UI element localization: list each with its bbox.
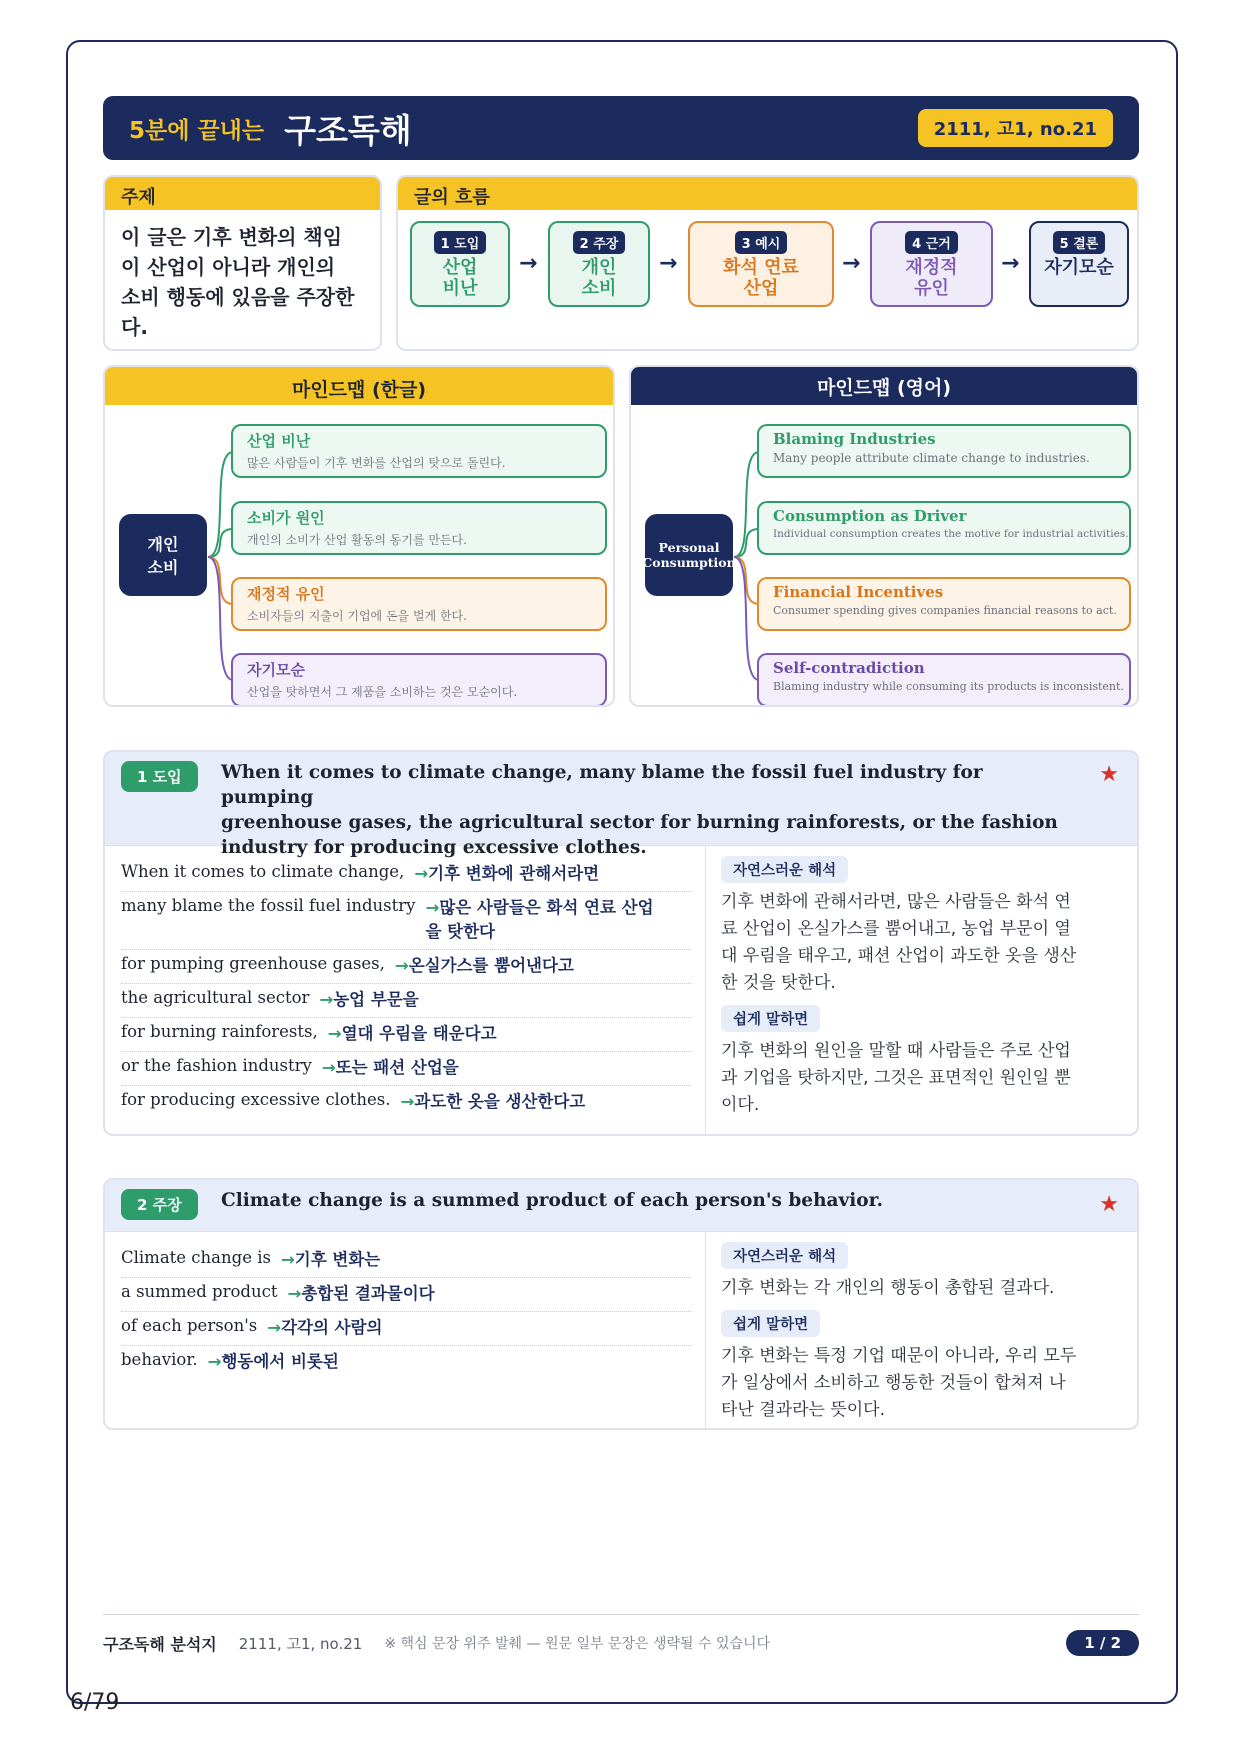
column-divider	[705, 846, 706, 1136]
footer-note: ※ 핵심 문장 위주 발췌 — 원문 일부 문장은 생략될 수 있습니다	[384, 1636, 771, 1652]
topic-box	[103, 175, 382, 351]
flow-step-label: 화석 연료 산업	[723, 257, 799, 299]
flow-box	[396, 175, 1139, 351]
flow-steps	[398, 221, 1137, 311]
interpretation-column	[721, 1242, 1125, 1430]
flow-step-claim	[548, 221, 650, 307]
header-subtitle: 5분에 끝내는	[129, 117, 265, 144]
page-number-badge: 1 / 2	[1066, 1630, 1139, 1656]
easy-label: 쉽게 말하면	[721, 1310, 820, 1337]
footer-divider	[103, 1614, 1139, 1615]
easy-explanation: 기후 변화의 원인을 말할 때 사람들은 주로 산업 과 기업을 탓하지만, 그것은 표면적인 원인일 뿐 이다.	[721, 1041, 1071, 1115]
page-header	[103, 96, 1139, 160]
flow-arrow-icon: →	[1001, 251, 1020, 276]
sentence-section-2	[103, 1178, 1139, 1430]
interpretation-column	[721, 856, 1125, 1127]
column-divider	[705, 1232, 706, 1430]
flow-arrow-icon: →	[842, 251, 861, 276]
mindmap-english-center: Personal Consumption	[645, 514, 733, 596]
gloss-row: a summed product →총합된 결과물이다	[121, 1278, 691, 1312]
flow-step-label: 산업 비난	[442, 257, 478, 299]
flow-step-intro	[410, 221, 510, 307]
flow-step-example	[688, 221, 834, 307]
mindmap-korean-node: 자기모순 산업을 탓하면서 그 제품을 소비하는 것은 모순이다.	[231, 653, 607, 707]
sentence-section-1	[103, 750, 1139, 1136]
section-badge: 1 도입	[121, 761, 198, 792]
mindmap-english-label: 마인드맵 (영어)	[631, 367, 1137, 405]
mindmap-korean	[103, 365, 615, 707]
mindmap-korean-node: 소비가 원인 개인의 소비가 산업 활동의 동기를 만든다.	[231, 501, 607, 555]
easy-explanation: 기후 변화는 특정 기업 때문이 아니라, 우리 모두 가 일상에서 소비하고 행동한 것들이 합쳐져 나 타난 결과라는 뜻이다.	[721, 1346, 1077, 1420]
section-sentence: Climate change is a summed product of each person's behavior.	[221, 1190, 884, 1211]
gloss-row: When it comes to climate change, →기후 변화에 관해서라면	[121, 858, 691, 892]
natural-translation: 기후 변화는 각 개인의 행동이 총합된 결과다.	[721, 1278, 1055, 1298]
mindmap-korean-center: 개인 소비	[119, 514, 207, 596]
section-header	[105, 1180, 1137, 1232]
gloss-row: for burning rainforests, →열대 우림을 태운다고	[121, 1018, 691, 1052]
footer-code: 2111, 고1, no.21	[238, 1634, 363, 1653]
flow-step-label: 재정적 유인	[905, 257, 958, 299]
flow-step-reason	[870, 221, 993, 307]
mindmap-korean-node: 산업 비난 많은 사람들이 기후 변화를 산업의 탓으로 돌린다.	[231, 424, 607, 478]
gloss-row: Climate change is →기후 변화는	[121, 1244, 691, 1278]
flow-step-badge: 1 도입	[434, 231, 487, 254]
easy-label: 쉽게 말하면	[721, 1005, 820, 1032]
topic-label: 주제	[105, 177, 380, 210]
topic-line: 다.	[121, 315, 148, 339]
topic-text	[105, 210, 380, 351]
page-counter: 6/79	[70, 1690, 120, 1715]
topic-line: 이 글은 기후 변화의 책임	[121, 225, 343, 249]
gloss-row: or the fashion industry →또는 패션 산업을	[121, 1052, 691, 1086]
section-header	[105, 752, 1137, 858]
section-sentence: When it comes to climate change, many blame the fossil fuel industry for pumping greenhouse gases, the agricultural sector for burning rainforests, or the fashion industry for producing excessive clothes.	[221, 762, 1058, 858]
flow-step-badge: 3 예시	[735, 231, 788, 254]
header-code-badge: 2111, 고1, no.21	[918, 109, 1113, 147]
mindmap-korean-node: 재정적 유인 소비자들의 지출이 기업에 돈을 벌게 한다.	[231, 577, 607, 631]
flow-step-badge: 2 주장	[573, 231, 626, 254]
flow-step-conclusion	[1029, 221, 1129, 307]
mindmap-english-node: Self-contradiction Blaming industry while consuming its products is inconsistent.	[757, 653, 1131, 707]
flow-label: 글의 흐름	[398, 177, 1137, 210]
mindmap-english-node: Blaming Industries Many people attribute climate change to industries.	[757, 424, 1131, 478]
flow-arrow-icon: →	[519, 251, 538, 276]
gloss-row: for producing excessive clothes. →과도한 옷을 생산한다고	[121, 1090, 586, 1111]
gloss-row: behavior. →행동에서 비롯된	[121, 1350, 339, 1371]
natural-label: 자연스러운 해석	[721, 1242, 848, 1269]
topic-line: 이 산업이 아니라 개인의	[121, 255, 336, 279]
star-icon: ★	[1099, 1192, 1119, 1217]
natural-label: 자연스러운 해석	[721, 856, 848, 883]
topic-line: 소비 행동에 있음을 주장한	[121, 285, 355, 309]
gloss-row: the agricultural sector →농업 부문을	[121, 984, 691, 1018]
header-title: 구조독해	[284, 110, 412, 150]
gloss-row: for pumping greenhouse gases, →온실가스를 뿜어낸다고	[121, 950, 691, 984]
footer-title: 구조독해 분석지	[103, 1634, 217, 1654]
gloss-row: of each person's →각각의 사람의	[121, 1312, 691, 1346]
mindmap-english	[629, 365, 1139, 707]
star-icon: ★	[1099, 762, 1119, 787]
flow-step-label: 자기모순	[1044, 257, 1114, 278]
flow-arrow-icon: →	[659, 251, 678, 276]
mindmap-korean-label: 마인드맵 (한글)	[105, 367, 613, 405]
mindmap-english-node: Consumption as Driver Individual consumption creates the motive for industrial activities.	[757, 501, 1131, 555]
flow-step-badge: 5 결론	[1053, 231, 1106, 254]
gloss-row: many blame the fossil fuel industry →많은 사람들은 화석 연료 산업 을 탓한다	[121, 892, 691, 950]
flow-step-badge: 4 근거	[905, 231, 958, 254]
flow-step-label: 개인 소비	[581, 257, 617, 299]
page-footer	[103, 1628, 1139, 1658]
section-badge: 2 주장	[121, 1189, 198, 1220]
natural-translation: 기후 변화에 관해서라면, 많은 사람들은 화석 연 료 산업이 온실가스를 뿜어내고, 농업 부문이 열 대 우림을 태우고, 패션 산업이 과도한 옷을 생산 한 것을 탓한다.	[721, 892, 1077, 993]
mindmap-english-node: Financial Incentives Consumer spending gives companies financial reasons to act.	[757, 577, 1131, 631]
